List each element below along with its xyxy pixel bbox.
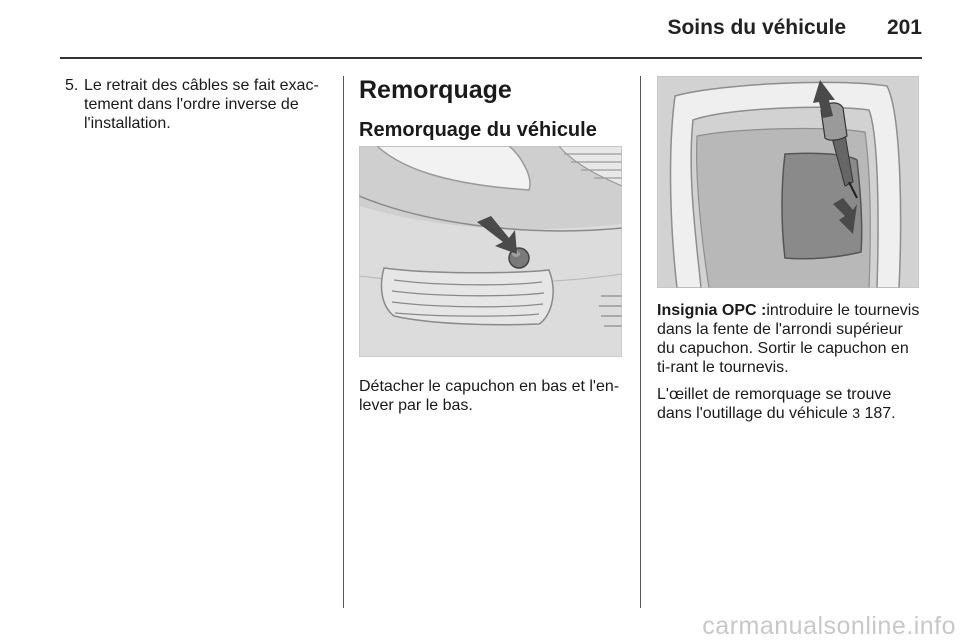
bumper-caption: Détacher le capuchon en bas et l'en-lever par le bas.: [359, 378, 620, 414]
cover-illustration: [657, 76, 919, 288]
header-divider: [60, 57, 922, 59]
bumper-illustration: [359, 146, 622, 357]
opc-text: introduire le tournevis dans la fente de l'arrondi supérieur du capuchon. Sortir le capuchon en ti-rant le tournevis.: [657, 302, 920, 376]
section-title: Soins du véhicule: [667, 16, 846, 39]
column-divider-2: [640, 76, 641, 608]
towing-eye-text: L'œillet de remorquage se trouve dans l'outillage du véhicule: [657, 386, 892, 422]
watermark: carmanualsonline.info: [702, 612, 956, 640]
page-number: 201: [886, 16, 922, 39]
opc-instruction: [657, 301, 923, 377]
column-divider-1: [343, 76, 344, 608]
step-number: 5.: [65, 77, 79, 94]
subsection-heading: Remorquage du véhicule: [359, 119, 597, 141]
column-2: [359, 76, 623, 142]
towing-eye-paragraph: [657, 385, 923, 423]
step-item: [62, 76, 334, 133]
page-reference-arrow-icon: 3: [852, 405, 860, 421]
opc-label: Insignia OPC :: [657, 302, 767, 319]
bumper-figure: [359, 146, 622, 357]
step-text: Le retrait des câbles se fait exac-tement dans l'ordre inverse de l'installation.: [84, 77, 319, 132]
column-3-text: [657, 301, 923, 423]
page-reference-number[interactable]: 187.: [864, 405, 896, 422]
column-1: [62, 76, 334, 133]
section-heading: Remorquage: [359, 76, 512, 104]
cover-figure: [657, 76, 919, 288]
